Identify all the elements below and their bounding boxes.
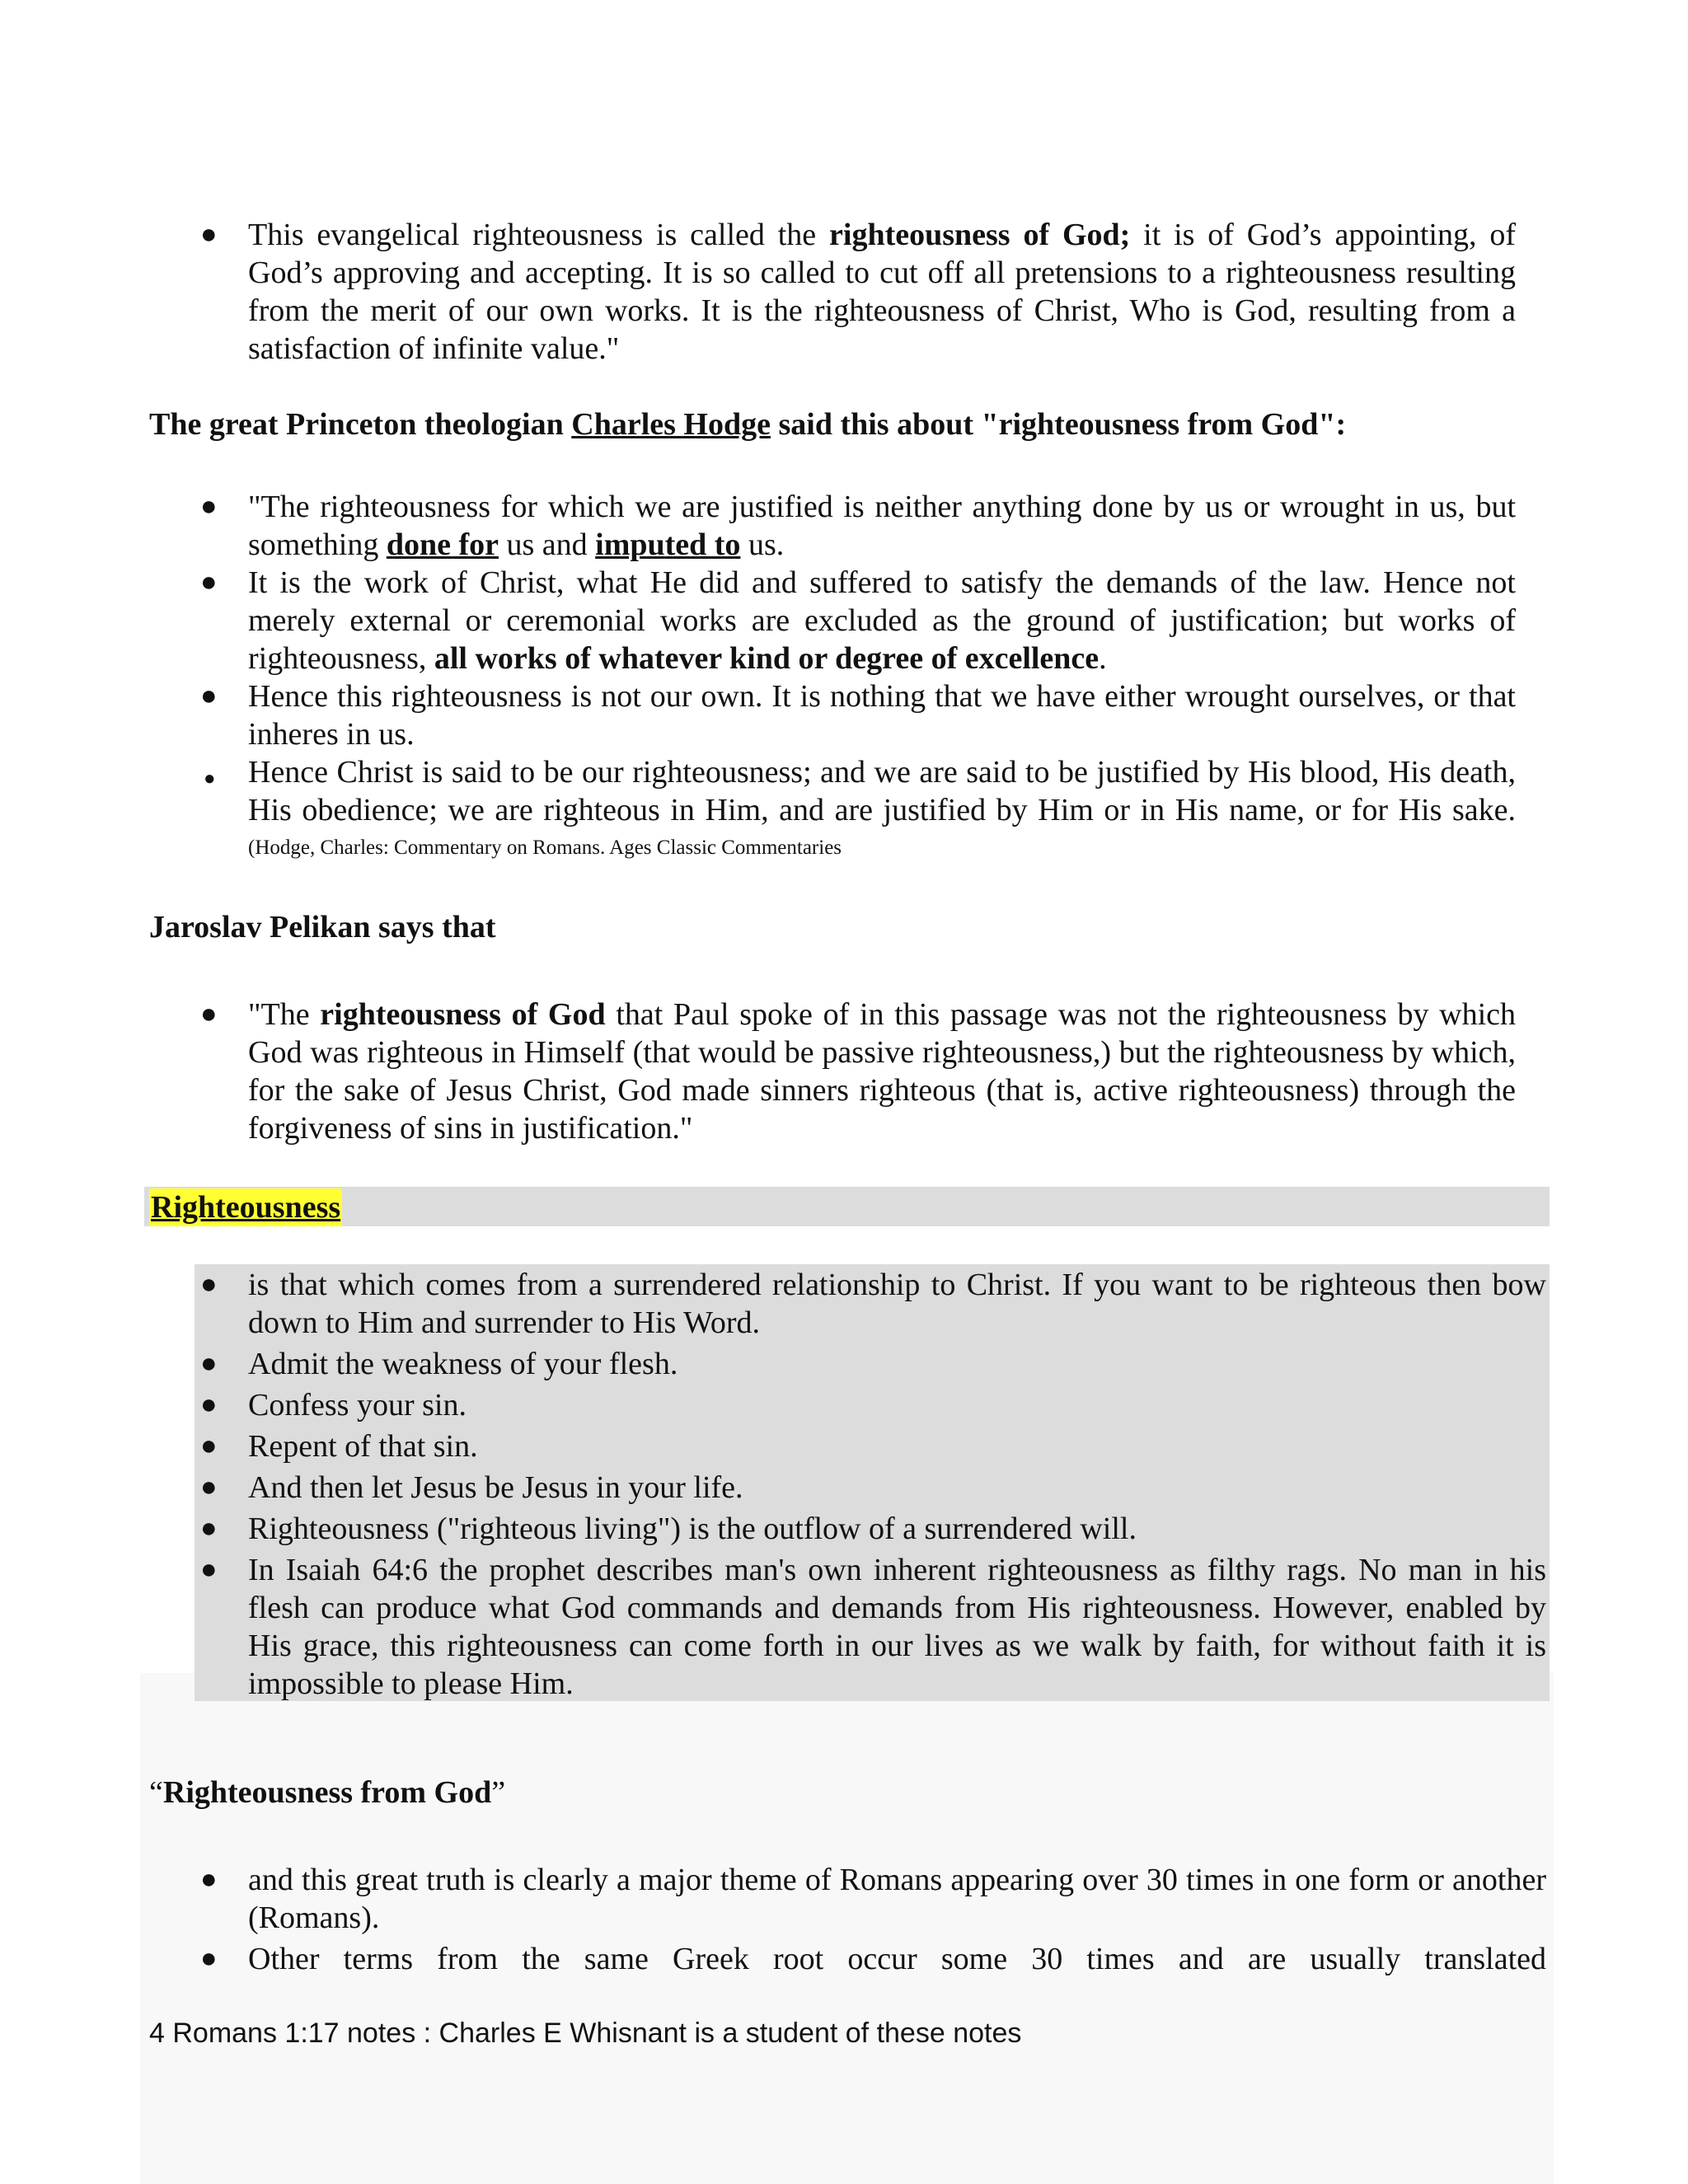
righteousness-heading: Righteousness (151, 1190, 341, 1225)
list-item: ● It is the work of Christ, what He did and suffered to satisfy the demands of the law. Hence not merely external or ceremonial works are excluded as the ground of justification; but works of righteousness, all works of whatever kind or degree of excellence. (200, 565, 1516, 676)
list-item: ● Righteousness ("righteous living") is the outflow of a surrendered will. (200, 1511, 1137, 1546)
hodge-heading: The great Princeton theologian Charles Hodge said this about "righteousness from God": (149, 407, 1347, 442)
charles-hodge-link[interactable]: Charles Hodge (571, 407, 771, 442)
list-item: ● Other terms from the same Greek root occur some 30 times and are usually translated (200, 1942, 1546, 1976)
bullet-icon: ● (200, 681, 218, 711)
bullet-icon: ● (200, 1943, 218, 1974)
list-item: ● Hence Christ is said to be our righteousness; and we are said to be justified by His blood, His death, His obedience; we are righteous in Him, and are justified by Him or in His name, or for His sake. $^{(Hodge, Charles: Commentary on Romans. Ages Classic Commentaries}$ (204, 755, 1516, 859)
bullet-icon: ● (200, 1390, 218, 1420)
righteousness-from-god-heading: “Righteousness from God” (149, 1775, 506, 1810)
list-item: ● In Isaiah 64:6 the prophet describes man's own inherent righteousness as filthy rags. No man in his flesh can produce what God commands and demands from His righteousness. However, enabled by His grace, this righteousness can come forth in our lives as we walk by faith, for without faith it is impossible to please Him. (200, 1553, 1546, 1701)
pelikan-heading: Jaroslav Pelikan says that (149, 910, 496, 944)
bullet-icon: ● (200, 1348, 218, 1379)
bullet-icon: ● (200, 1431, 218, 1461)
bullet-icon: ● (200, 1269, 218, 1300)
list-item: ● And then let Jesus be Jesus in your life. (200, 1470, 743, 1505)
list-item: ● Confess your sin. (200, 1388, 467, 1422)
list-item: ● Hence this righteousness is not our own. It is nothing that we have either wrought ourselves, or that inheres in us. (200, 679, 1516, 752)
bullet-icon: ● (200, 219, 218, 250)
item-text: it is of God’s appointing, of God’s approving and accepting. It is so called to cut off all pretensions to a righteousness resulting from the merit of our own works. It is the righteousness of Christ, Who is God, resulting from a satisfaction of infinite value." (248, 218, 1516, 366)
bullet-icon: ● (200, 1472, 218, 1502)
item-bold-text: righteousness of God; (829, 218, 1131, 252)
list-item: ● Admit the weakness of your flesh. (200, 1347, 678, 1381)
hodge-list (149, 488, 1516, 874)
bullet-icon: ● (204, 768, 216, 790)
bullet-icon: ● (200, 567, 218, 598)
pelikan-list (149, 996, 1516, 1147)
section-shading (144, 1187, 1550, 1226)
list-item: ● "The righteousness for which we are justified is neither anything done by us or wrought in us, but something done for us and imputed to us. (200, 490, 1516, 562)
bullet-icon: ● (200, 1554, 218, 1585)
bullet-icon: ● (200, 1513, 218, 1544)
bullet-icon: ● (200, 1864, 218, 1895)
righteousness-list (149, 1266, 1546, 1703)
done-for-emphasis: done for (386, 527, 499, 562)
citation: (Hodge, Charles: Commentary on Romans. Ages Classic Commentaries (248, 837, 842, 859)
list-item: ● Repent of that sin. (200, 1429, 478, 1464)
list-item: ● "The righteousness of God that Paul spoke of in this passage was not the righteousness by which God was righteous in Himself (that would be passive righteousness,) but the righteousness by which, for the sake of Jesus Christ, God made sinners righteous (that is, active righteousness) through the forgiveness of sins in justification." (200, 997, 1517, 1146)
list-item: ● is that which comes from a surrendered relationship to Christ. If you want to be righteous then bow down to Him and surrender to His Word. (200, 1268, 1546, 1340)
list-item (149, 216, 1516, 368)
bullet-icon: ● (200, 491, 218, 522)
list-item: ● and this great truth is clearly a major theme of Romans appearing over 30 times in one form or another (Romans). (200, 1863, 1546, 1935)
bullet-icon: ● (200, 999, 218, 1029)
imputed-to-emphasis: imputed to (595, 527, 741, 562)
page-footer: 4 Romans 1:17 notes : Charles E Whisnant is a student of these notes (149, 2018, 1022, 2049)
evangelical-righteousness-list (149, 216, 1516, 368)
from-god-list (149, 1861, 1546, 1978)
item-text: This evangelical righteousness is called the (248, 218, 830, 252)
